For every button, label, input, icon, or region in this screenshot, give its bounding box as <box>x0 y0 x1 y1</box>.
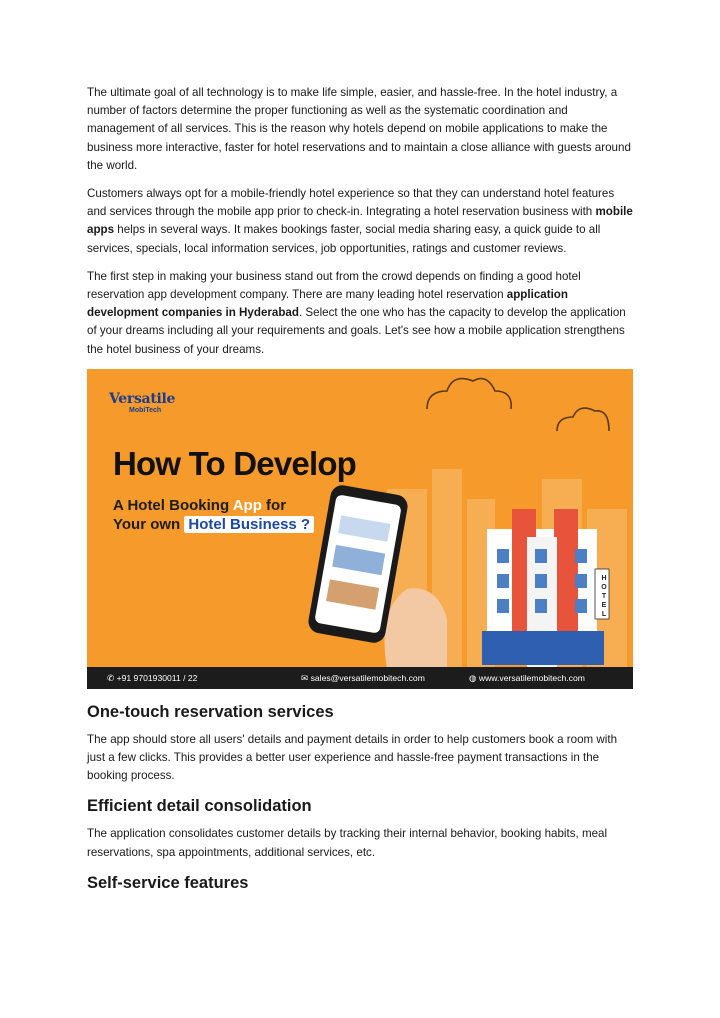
document-page <box>87 84 635 894</box>
intro-paragraph: The ultimate goal of all technology is to make life simple, easier, and hassle-free. In the hotel industry, a number of factors determine the proper functioning as well as the systematic coordination and management of all services. This is the reason why hotels depend on mobile applications to make the business more interactive, faster for hotel reservations and to maintain a close alliance with guests around the world. <box>87 86 631 172</box>
subline-text: A Hotel Booking <box>113 496 233 514</box>
hotel-building <box>482 509 609 667</box>
section-text: The application consolidates customer details by tracking their internal behavior, booking habits, meal reservations, spa appointments, additional services, etc. <box>87 827 608 859</box>
phone-icon: ✆ <box>107 672 115 683</box>
paragraph-text: The first step in making your business stand out from the crowd depends on finding a good hotel reservation app development company. There are many leading hotel reservation <box>87 269 581 302</box>
subline-highlight: App <box>232 496 262 514</box>
banner-subline-2 <box>113 516 314 533</box>
hotel-sign <box>597 574 611 619</box>
section-heading: Self-service features <box>87 873 249 892</box>
subline-highlight-box: Hotel Business ? <box>184 516 314 533</box>
banner-contact-bar <box>87 667 633 689</box>
section-text: The app should store all users' details and payment details in order to help customers book a room with just a few clicks. This provides a better user experience and hassle-free payment transactions in the booking process. <box>87 732 618 783</box>
brand-logo: Versatile <box>109 390 176 407</box>
email-contact <box>301 673 425 684</box>
cloud-icon <box>427 378 609 430</box>
paragraph-text: helps in several ways. It makes bookings faster, social media sharing easy, a quick guide to all services, specials, local information services, job opportunities, ratings and customer reviews. <box>87 223 601 255</box>
paragraph-text: . Select the one who has the capacity to develop the application of your dreams including all your requirements and goals. Let's see how a mobile application strengthens the hotel business of your dreams. <box>87 306 626 356</box>
hotel-sign-letter: E <box>601 601 607 609</box>
hotel-sign-letter: T <box>601 592 607 600</box>
brand-logo-sub: MobiTech <box>129 406 162 414</box>
section-heading: One-touch reservation services <box>87 702 334 721</box>
subline-text: Your own <box>113 515 185 533</box>
mobile-apps-bold: mobile apps <box>87 205 633 237</box>
subline-text: for <box>261 496 287 514</box>
first-step-paragraph <box>87 268 635 359</box>
phone-contact <box>107 673 197 684</box>
paragraph-text: Customers always opt for a mobile-friendly hotel experience so that they can understand hotel features and services through the mobile app prior to check-in. Integrating a hotel reservation business with <box>87 187 615 219</box>
phone-number: +91 9701930011 / 22 <box>116 672 198 683</box>
hotel-sign-letter: O <box>601 583 607 591</box>
section-heading: Efficient detail consolidation <box>87 797 312 816</box>
website-url: www.versatilemobitech.com <box>478 672 585 683</box>
banner-subline-1 <box>113 497 286 514</box>
banner-headline: How To Develop <box>113 444 357 482</box>
hotel-sign-letter: H <box>601 574 607 582</box>
mail-icon: ✉ <box>301 672 309 683</box>
hyderabad-bold: application development companies in Hyderabad <box>87 288 568 320</box>
mobile-apps-paragraph <box>87 185 635 258</box>
globe-icon: ◍ <box>469 672 477 683</box>
email-address: sales@versatilemobitech.com <box>310 672 425 683</box>
banner-image <box>87 369 633 689</box>
website-contact <box>469 673 585 684</box>
hotel-sign-letter: L <box>601 610 607 618</box>
